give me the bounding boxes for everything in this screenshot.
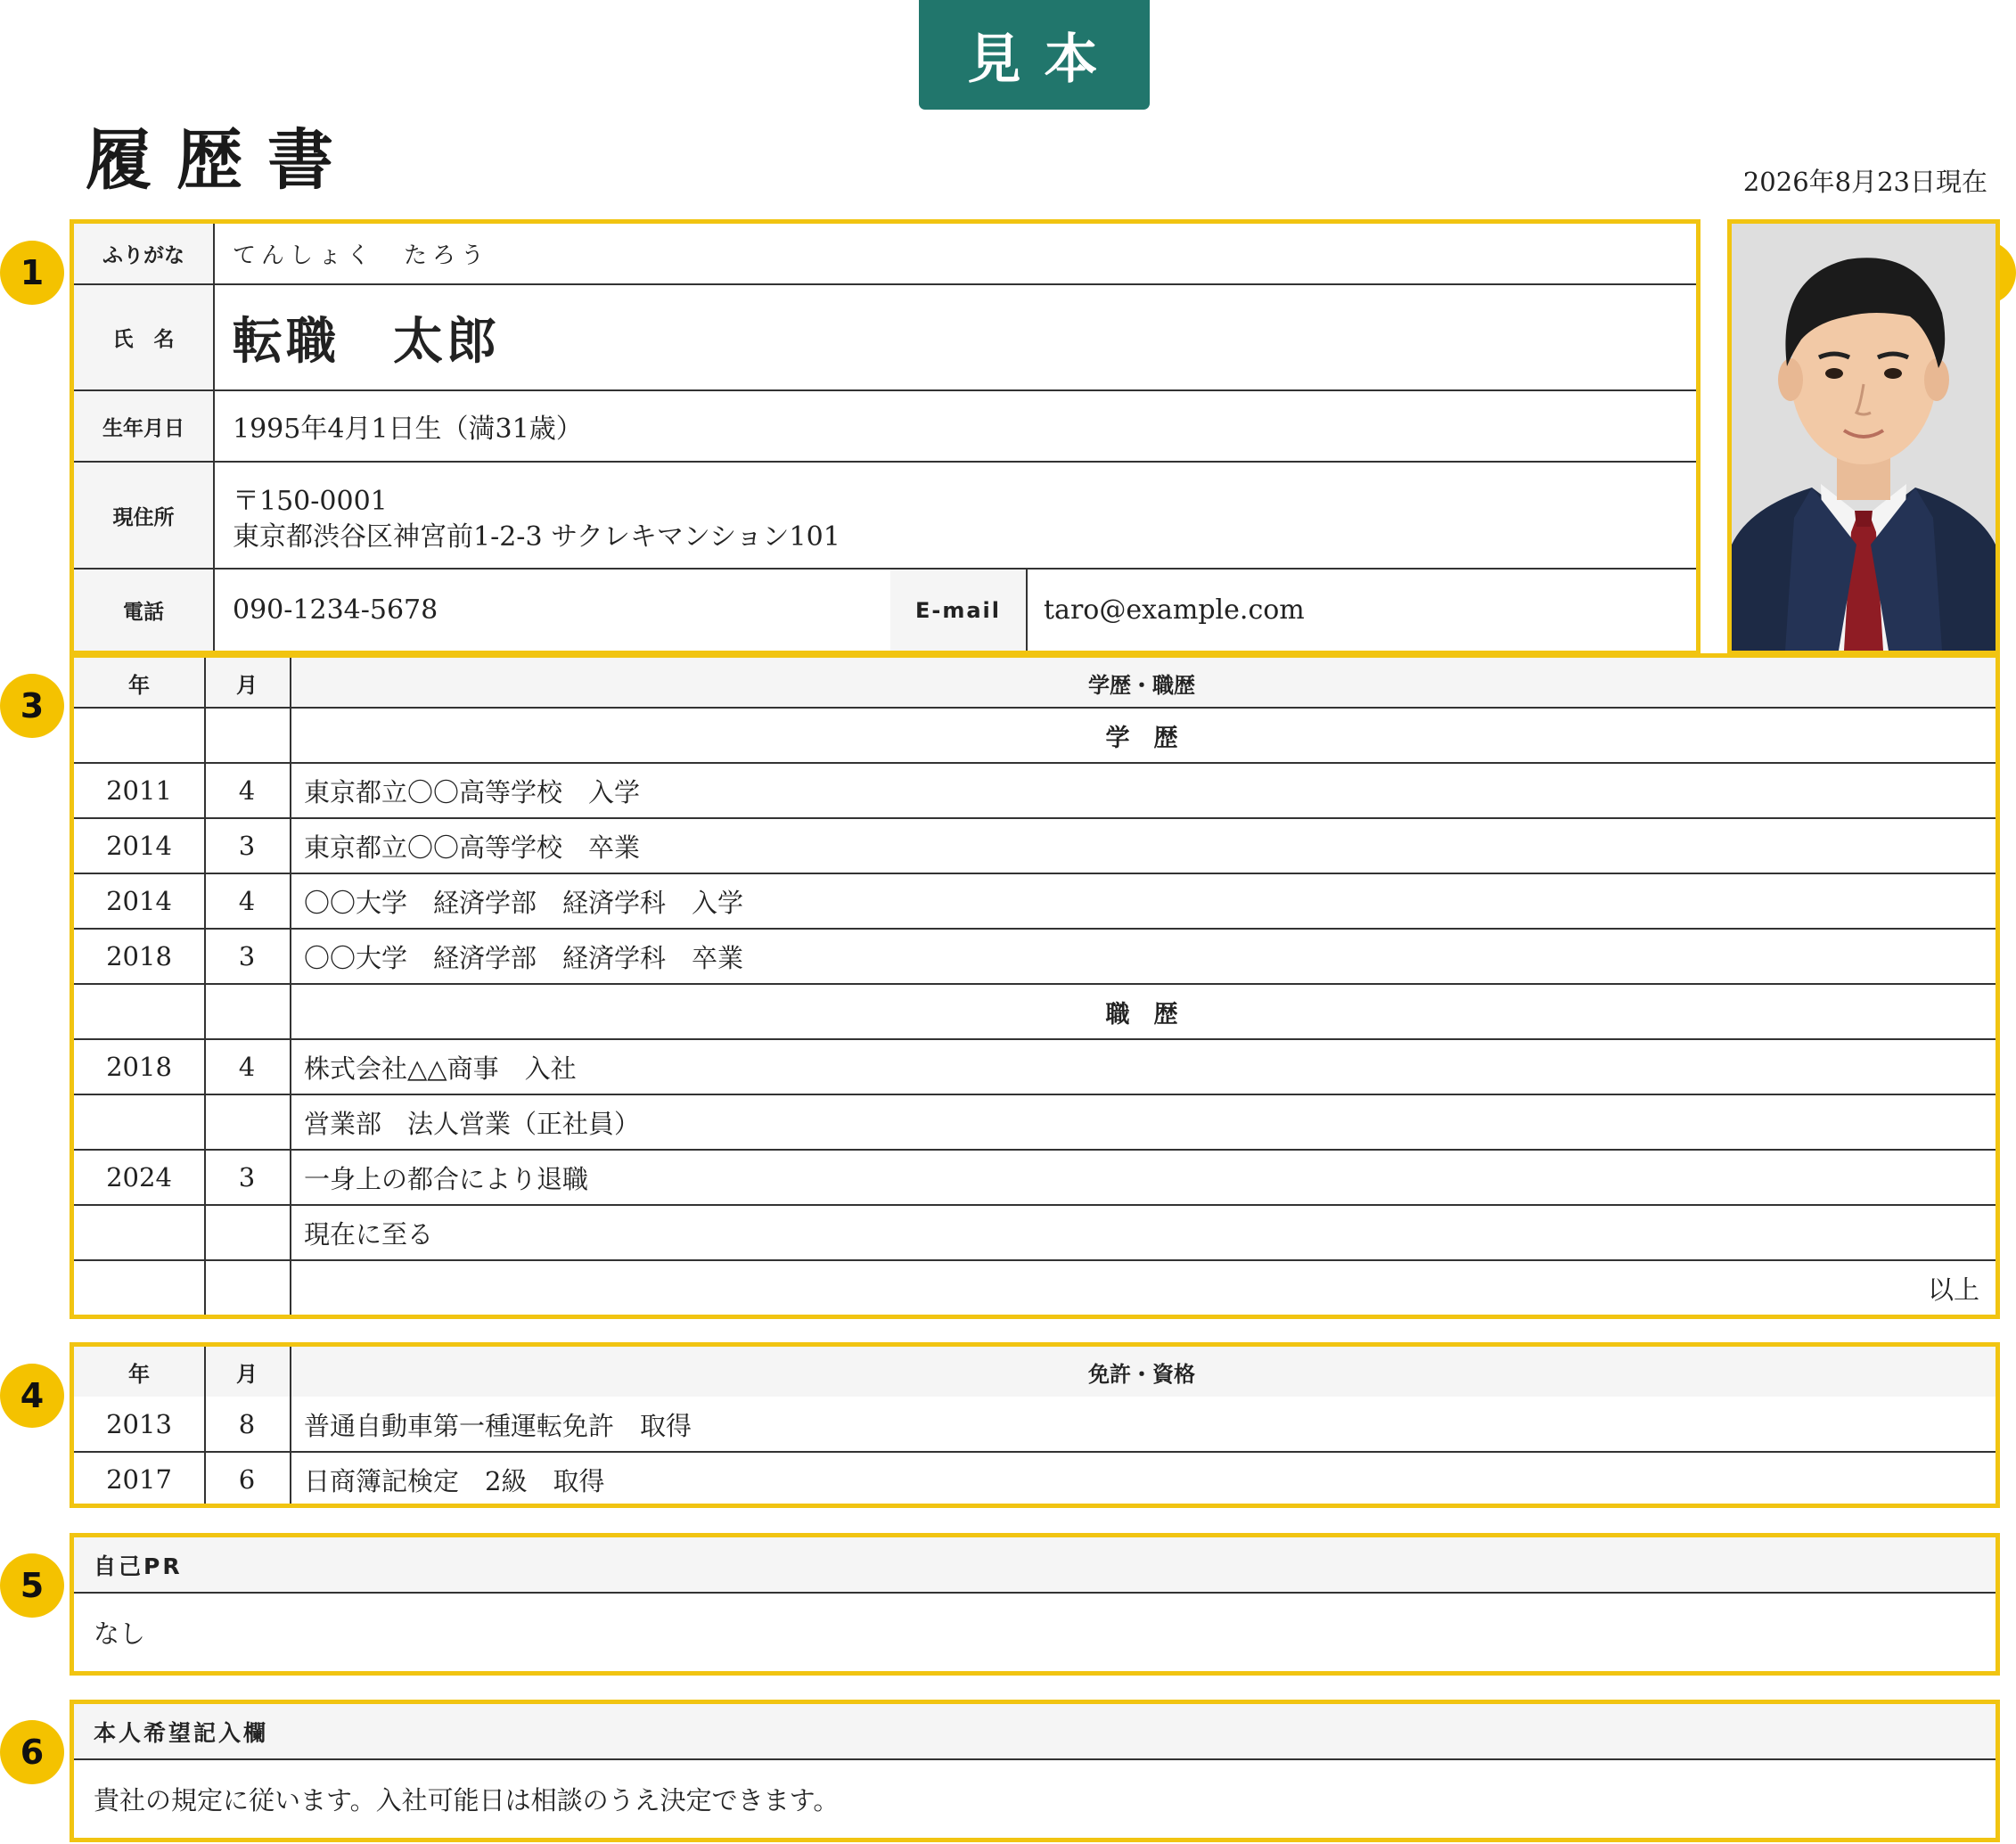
divider <box>74 389 1696 391</box>
address-value: 東京都渋谷区神宮前1-2-3 サクレキマンション101 <box>233 521 840 553</box>
year-cell: 2013 <box>106 1409 172 1439</box>
history-content-header: 学歴・職歴 <box>1088 672 1195 698</box>
month-cell: 3 <box>238 831 256 861</box>
marker-5: 5 <box>0 1553 64 1618</box>
divider <box>204 658 206 1315</box>
month-cell: 4 <box>238 1052 256 1082</box>
year-cell: 2018 <box>106 1052 172 1082</box>
content-cell: 株式会社△△商事 入社 <box>304 1053 577 1084</box>
table-row <box>74 984 1996 1039</box>
table-row <box>74 818 1996 873</box>
self-pr-section <box>70 1533 2000 1676</box>
table-row <box>74 873 1996 929</box>
history-header-row <box>74 658 1996 708</box>
address-block <box>233 484 840 555</box>
history-table <box>70 653 2000 1319</box>
address-label: 現住所 <box>74 463 213 568</box>
name-value: 転職 太郎 <box>233 311 500 371</box>
year-header: 年 <box>128 1361 150 1387</box>
month-header: 月 <box>236 672 258 698</box>
month-cell: 4 <box>238 886 256 916</box>
divider <box>213 224 215 651</box>
divider <box>74 461 1696 463</box>
licenses-table <box>70 1342 2000 1508</box>
content-cell: 日商簿記検定 2級 取得 <box>304 1465 605 1496</box>
marker-6: 6 <box>0 1720 64 1784</box>
year-cell: 2018 <box>106 941 172 971</box>
licenses-header-row <box>74 1347 1996 1397</box>
content-cell: 学 歴 <box>1105 724 1178 752</box>
document-date: 2026年8月23日現在 <box>1742 167 1987 197</box>
divider <box>1026 570 1028 651</box>
year-cell: 2017 <box>106 1464 172 1495</box>
content-cell: 以上 <box>1927 1274 1979 1305</box>
table-row <box>74 1260 1996 1315</box>
table-row <box>74 763 1996 818</box>
marker-4: 4 <box>0 1364 64 1428</box>
postal-code: 〒150-0001 <box>233 486 388 517</box>
sample-badge: 見本 <box>919 0 1150 110</box>
email-label: E-mail <box>890 570 1026 651</box>
year-header: 年 <box>128 672 150 698</box>
month-cell: 4 <box>238 775 256 806</box>
document-title: 履歴書 <box>86 122 358 199</box>
email-value: taro@example.com <box>1044 594 1305 626</box>
table-row <box>74 1094 1996 1150</box>
phone-value: 090-1234-5678 <box>233 594 438 626</box>
table-row <box>74 1452 1996 1507</box>
month-cell: 3 <box>238 941 256 971</box>
wishes-label: 本人希望記入欄 <box>74 1704 1996 1760</box>
table-row <box>74 1150 1996 1205</box>
birth-value: 1995年4月1日生（満31歳） <box>233 414 583 445</box>
phone-label: 電話 <box>74 570 213 651</box>
divider <box>74 283 1696 285</box>
self-pr-text: なし <box>94 1619 146 1649</box>
year-cell: 2024 <box>106 1162 172 1192</box>
content-cell: 営業部 法人営業（正社員） <box>304 1108 641 1139</box>
table-row <box>74 1205 1996 1260</box>
year-cell: 2014 <box>106 831 172 861</box>
marker-1: 1 <box>0 241 64 305</box>
divider <box>290 658 291 1315</box>
name-label: 氏 名 <box>74 285 213 389</box>
marker-3: 3 <box>0 674 64 738</box>
table-row <box>74 1039 1996 1094</box>
table-row <box>74 1397 1996 1452</box>
table-row <box>74 708 1996 763</box>
content-cell: 〇〇大学 経済学部 経済学科 入学 <box>304 887 744 918</box>
month-cell: 3 <box>238 1162 256 1192</box>
furigana-value: てんしょく たろう <box>233 242 490 269</box>
birth-label: 生年月日 <box>74 391 213 461</box>
month-cell: 6 <box>238 1464 256 1495</box>
content-cell: 〇〇大学 経済学部 経済学科 卒業 <box>304 942 744 973</box>
content-cell: 一身上の都合により退職 <box>304 1163 589 1194</box>
portrait-illustration <box>1732 224 1996 651</box>
content-cell: 職 歴 <box>1105 1000 1178 1029</box>
divider <box>74 568 1696 570</box>
wishes-section <box>70 1700 2000 1842</box>
month-cell: 8 <box>238 1409 256 1439</box>
wishes-text: 貴社の規定に従います。入社可能日は相談のうえ決定できます。 <box>94 1785 840 1815</box>
content-cell: 東京都立〇〇高等学校 入学 <box>304 776 641 807</box>
id-photo <box>1727 219 2000 655</box>
content-cell: 普通自動車第一種運転免許 取得 <box>304 1410 692 1441</box>
month-header: 月 <box>236 1361 258 1387</box>
divider <box>290 1347 291 1504</box>
divider <box>204 1347 206 1504</box>
furigana-label: ふりがな <box>74 224 213 283</box>
table-row <box>74 929 1996 984</box>
year-cell: 2014 <box>106 886 172 916</box>
personal-info-section <box>70 219 1700 655</box>
self-pr-label: 自己PR <box>74 1537 1996 1594</box>
content-cell: 東京都立〇〇高等学校 卒業 <box>304 832 641 863</box>
content-cell: 現在に至る <box>304 1218 434 1250</box>
year-cell: 2011 <box>106 775 172 806</box>
licenses-content-header: 免許・資格 <box>1088 1361 1195 1387</box>
